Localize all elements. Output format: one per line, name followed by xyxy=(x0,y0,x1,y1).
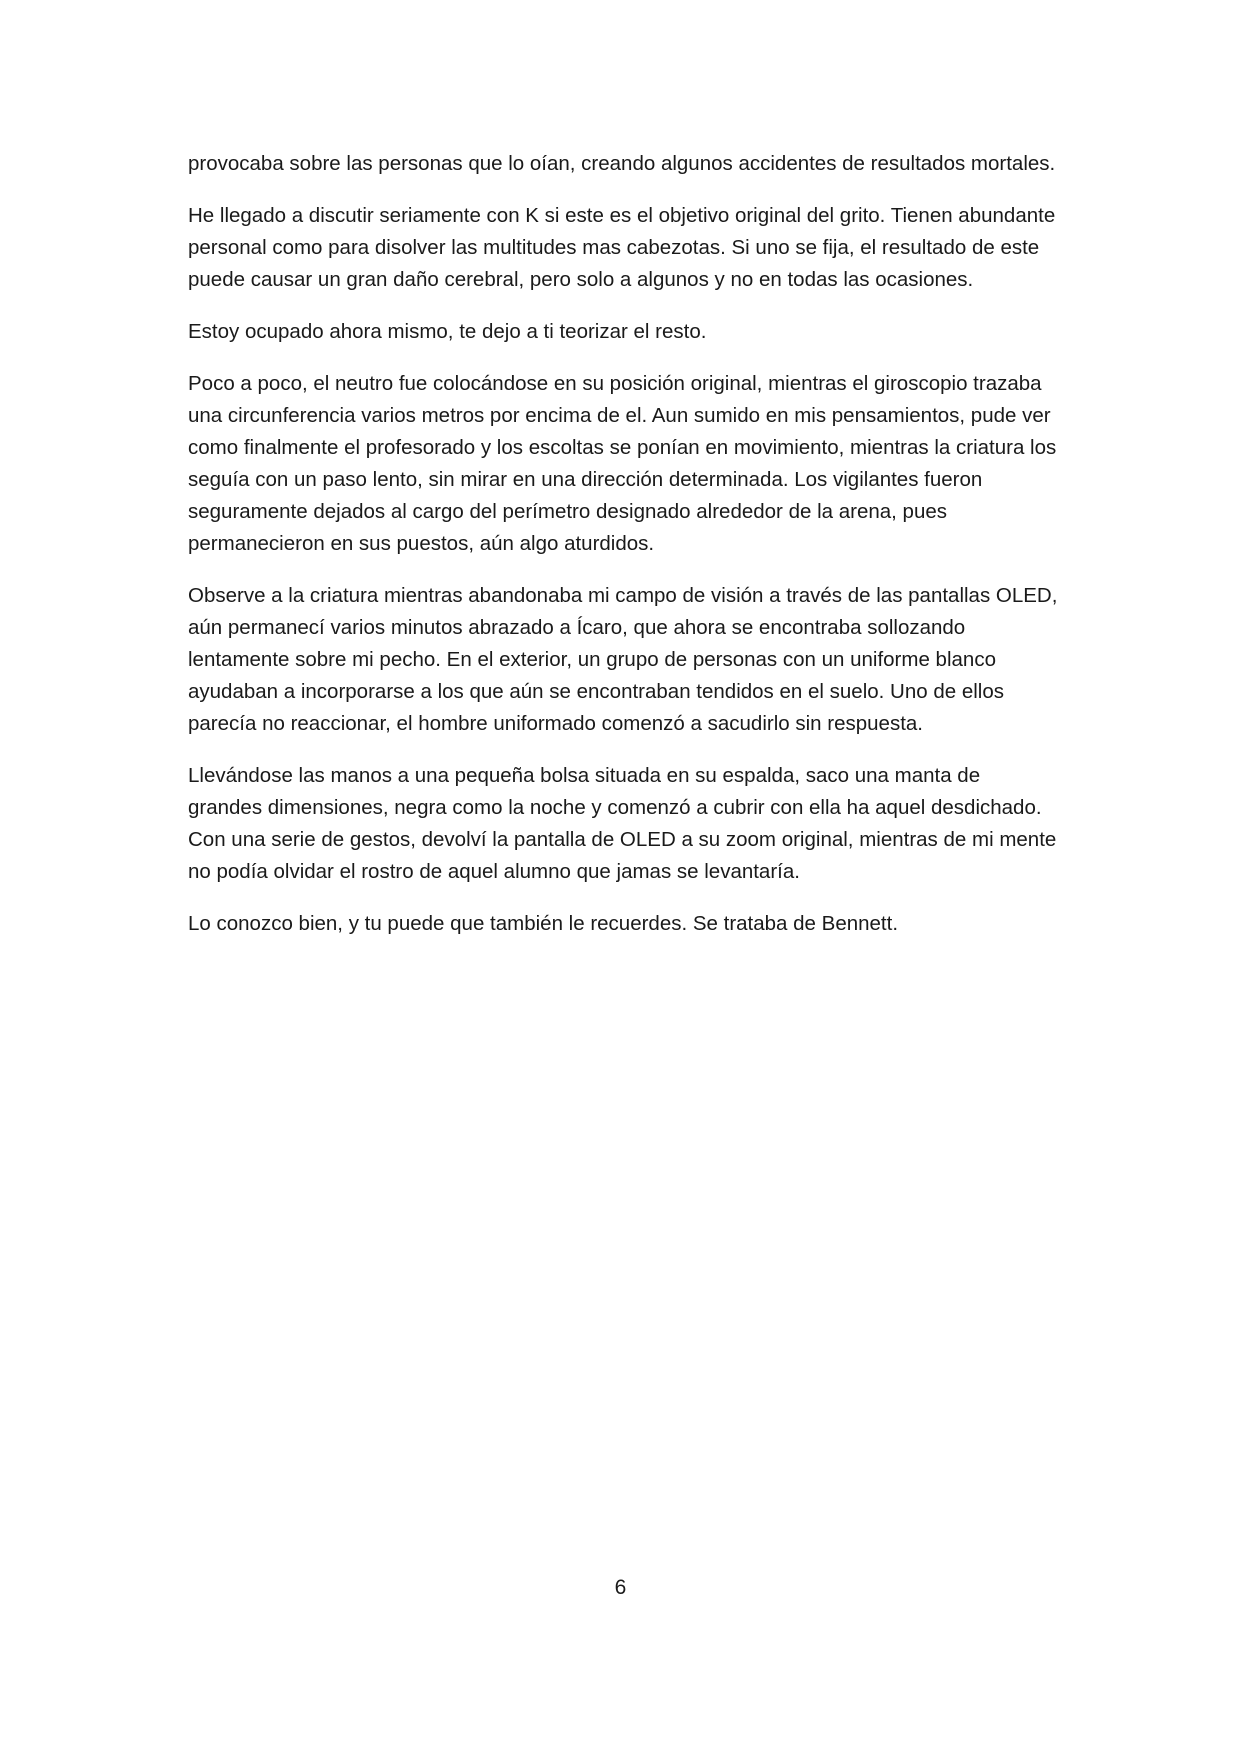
paragraph-7: Lo conozco bien, y tu puede que también le recuerdes. Se trataba de Bennett. xyxy=(188,912,899,935)
paragraph-4: Poco a poco, el neutro fue colocándose en su posición original, mientras el giroscopio trazaba una circunferencia varios metros por encima de el. Aun sumido en mis pensamientos, pude ver como finalmente el profesorado y los escoltas se ponían en movimiento, mientras la criatura los seguía con un paso lento, sin mirar en una dirección determinada. Los vigilantes fueron seguramente dejados al cargo del perímetro designado alrededor de la arena, pues permanecieron en sus puestos, aún algo aturdidos. xyxy=(188,372,1057,555)
page-number: 6 xyxy=(614,1576,627,1599)
paragraph-3: Estoy ocupado ahora mismo, te dejo a ti teorizar el resto. xyxy=(188,320,707,343)
paragraph-6: Llevándose las manos a una pequeña bolsa situada en su espalda, saco una manta de grandes dimensiones, negra como la noche y comenzó a cubrir con ella ha aquel desdichado. Con una serie de gestos, devolví la pantalla de OLED a su zoom original, mientras de mi mente no podía olvidar el rostro de aquel alumno que jamas se levantaría. xyxy=(188,764,1057,883)
body-text xyxy=(188,148,1058,960)
paragraph-5: Observe a la criatura mientras abandonaba mi campo de visión a través de las pantallas OLED, aún permanecí varios minutos abrazado a Ícaro, que ahora se encontraba sollozando lentamente sobre mi pecho. En el exterior, un grupo de personas con un uniforme blanco ayudaban a incorporarse a los que aún se encontraban tendidos en el suelo. Uno de ellos parecía no reaccionar, el hombre uniformado comenzó a sacudirlo sin respuesta. xyxy=(188,584,1058,735)
paragraph-2: He llegado a discutir seriamente con K si este es el objetivo original del grito. Tienen abundante personal como para disolver las multitudes mas cabezotas. Si uno se fija, el resultado de este puede causar un gran daño cerebral, pero solo a algunos y no en todas las ocasiones. xyxy=(188,204,1056,291)
paragraph-1: provocaba sobre las personas que lo oían, creando algunos accidentes de resultados mortales. xyxy=(188,152,1056,175)
